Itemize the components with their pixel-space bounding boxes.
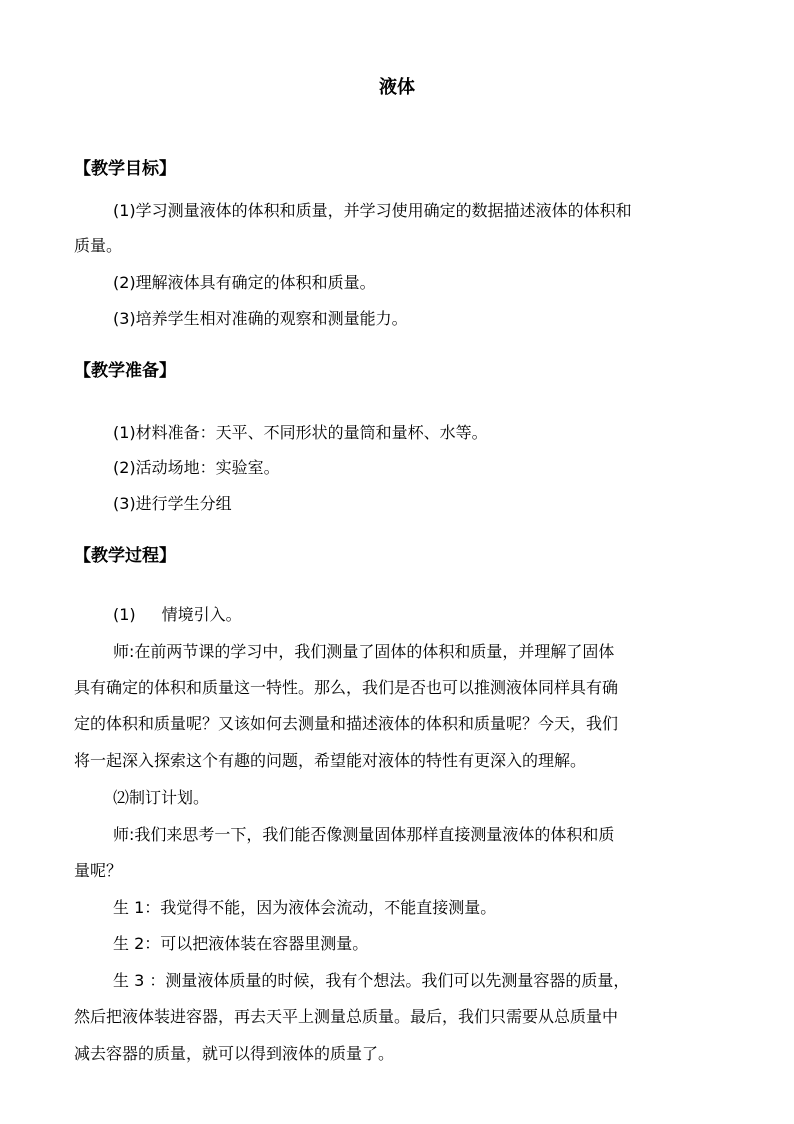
- section-heading-preparation: 【教学准备】: [74, 361, 176, 381]
- process-line: 生 2：可以把液体装在容器里测量。: [113, 934, 369, 953]
- process-line: 定的体积和质量呢？又该如何去测量和描述液体的体积和质量呢？今天，我们: [74, 714, 619, 733]
- preparation-line: (2)活动场地：实验室。: [113, 458, 280, 477]
- process-line: 生 3 ：测量液体质量的时候，我有个想法。我们可以先测量容器的质量，: [113, 971, 630, 990]
- objectives-line: (2)理解液体具有确定的体积和质量。: [113, 273, 376, 292]
- process-step-1: [113, 603, 242, 627]
- document-title: 液体: [379, 77, 415, 98]
- objectives-line: (3)培养学生相对准确的观察和测量能力。: [113, 309, 408, 328]
- process-line: 具有确定的体积和质量这一特性。那么，我们是否也可以推测液体同样具有确: [74, 678, 619, 697]
- section-heading-process: 【教学过程】: [74, 546, 176, 566]
- process-line: ⑵制订计划。: [113, 788, 210, 807]
- process-line: 然后把液体装进容器，再去天平上测量总质量。最后，我们只需要从总质量中: [74, 1007, 619, 1026]
- step-number: (1): [113, 605, 136, 624]
- process-line: 将一起深入探索这个有趣的问题，希望能对液体的特性有更深入的理解。: [74, 751, 587, 770]
- process-line: 量呢？: [74, 861, 123, 880]
- process-line: 师:在前两节课的学习中，我们测量了固体的体积和质量，并理解了固体: [113, 642, 615, 661]
- process-line: 生 1：我觉得不能，因为液体会流动，不能直接测量。: [113, 898, 497, 917]
- process-line: 师:我们来思考一下，我们能否像测量固体那样直接测量液体的体积和质: [113, 825, 615, 844]
- step-text: 情境引入。: [161, 605, 242, 624]
- preparation-line: (1)材料准备：天平、不同形状的量筒和量杯、水等。: [113, 423, 488, 442]
- objectives-line: (1)学习测量液体的体积和质量，并学习使用确定的数据描述液体的体积和: [113, 201, 632, 220]
- section-heading-objectives: 【教学目标】: [74, 159, 176, 179]
- objectives-line: 质量。: [74, 236, 123, 255]
- process-line: 减去容器的质量，就可以得到液体的质量了。: [74, 1044, 395, 1063]
- preparation-line: (3)进行学生分组: [113, 494, 232, 513]
